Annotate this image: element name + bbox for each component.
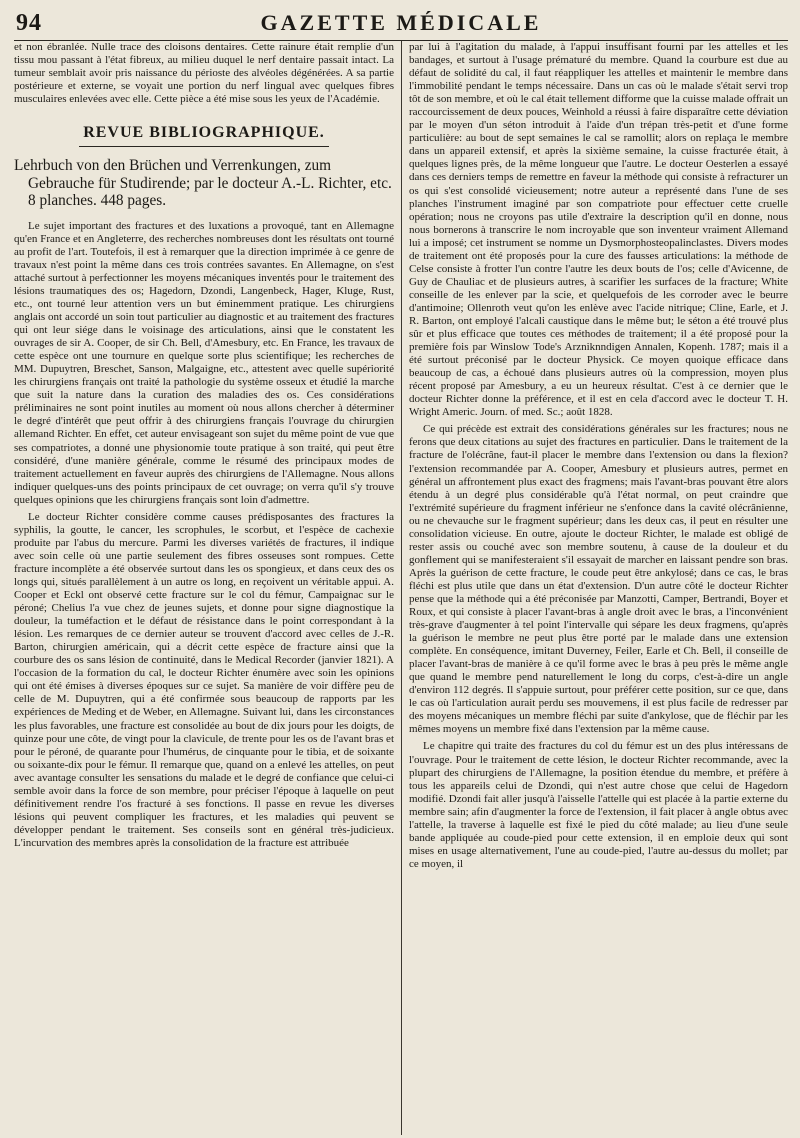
paragraph: Le chapitre qui traite des fractures du col du fémur est un des plus intéressans de l'ouvrage. Pour le traitement de cette lésion, le docteur Richter recommande, avec la plupart des chirurgiens de l'Allemagne, la position étendue du membre, et préfère à tous les appareils celui de Dzondi, qui n'est autre chose que celui de Hagedorn modifié. Dzondi fait aller jusqu'à l'aisselle l'attelle qui est placée à la partie externe du membre sain; afin d'augmenter la force de l'extension, il fait placer à angle obtus avec l'attelle, la traverse à laquelle est fixé le pied du côté malade; au lieu d'une seule bande appliquée au coude-pied pour cette extension, il en emploie deux qui sont mises en usage alternativement, l'une au coude-pied, l'autre au-dessus du mollet; par ce moyen, il: [409, 740, 788, 870]
right-column: [401, 41, 788, 1135]
paragraph: Le docteur Richter considère comme causes prédisposantes des fractures la syphilis, la goutte, le cancer, les scrophules, le scorbut, et l'espèce de cachexie produite par l'abus du mercure. Parmi les diverses variétés de fractures, il indique avec soin celle où une partie seulement des fibres osseuses sont rompues. Cette fracture incomplète a été observée surtout dans les os spongieux, et dans ceux des os longs qui, situés parallèlement à un autre os long, en reçoivent un véritable appui. A. Cooper et Eckl ont observé cette fracture sur le col du fémur, Campaignac sur le péroné; Chelius l'a vue chez de jeunes sujets, et donne pour signe diagnostique la douleur, la tuméfaction et le défaut de résistance dans le point correspondant à la lésion. Les remarques de ce dernier auteur se trouvent d'accord avec celles de J.-R. Barton, chirurgien américain, qui a décrit cette espèce de fracture ainsi que la courbure des os sans lésion de continuité, dans le Medical Recorder (janvier 1821). A l'occasion de la formation du cal, le docteur Richter énumère avec soin les opinions qui ont été émises à diverses époques sur ce sujet. Sa manière de voir diffère peu de celle de M. Dupuytren, qui a été confirmée sous beaucoup de rapports par les expériences de Meding et de Weber, en Allemagne. Suivant lui, dans les circonstances les plus favorables, une fracture est consolidée au bout de dix jours pour les doigts, de quinze pour une côte, de vingt pour la clavicule, de trente pour les os de l'avant bras et pour le péroné, de quarante pour l'humérus, de cinquante pour le tibia, et de soixante ou soixante-dix pour le fémur. Il remarque que, quand on a enlevé les attelles, on peut avec avantage consulter les sensations du malade et le degré de confiance que celui-ci semble avoir dans la force de son membre, pour préciser l'époque à laquelle on peut définitivement rendre l'os fracturé à ses fonctions. Il passe en revue les diverses lésions qui peuvent compliquer les fractures, et les maladies qui peuvent se développer pendant le traitement. Ses conseils sont en général très-judicieux. L'incurvation des membres après la consolidation de la fracture est attribuée: [14, 510, 394, 849]
intro-paragraph: et non ébranlée. Nulle trace des cloisons dentaires. Cette rainure était remplie d'un tissu mou passant à l'état fibreux, au milieu duquel le nerf dentaire passait intact. La tumeur semblait avoir pris naissance du périoste des alvéoles dégénérées. A sa partie postérieure et externe, se voyait une portion du nerf lingual avec quelques fibres musculaires enlevées avec elle. Cette pièce a été mise sous les yeux de l'Académie.: [14, 41, 394, 106]
paragraph: Le sujet important des fractures et des luxations a provoqué, tant en Allemagne qu'en France et en Angleterre, des recherches nombreuses dont les résultats ont tourné au profit de l'art. Toutefois, il est à remarquer que la direction imprimée à ce genre de travaux n'est point la même dans ces trois contrées savantes. En Allemagne, on s'est attaché surtout à perfectionner les moyens mécaniques inventés pour le traitement des lésions traumatiques des os; Hagedorn, Dzondi, Langenbeck, Hager, Kluge, Rust, etc., ont tourné leur attention vers un but éminemment pratique. Les chirurgiens anglais ont accordé un soin tout particulier au diagnostic et au traitement des fractures qui ont leur siége dans le voisinage des articulations, ainsi que le constatent les ouvrages de sir A. Cooper, de sir Ch. Bell, d'Amesbury, etc. En France, les travaux de cette espèce ont une tournure en quelque sorte plus scientifique; les recherches de MM. Dupuytren, Breschet, Sanson, Malgaigne, etc., attestent avec quelle supériorité les chirurgiens français ont traité la pathologie du système osseux et étudié la marche que suit la nature dans la curation des maladies des os. Ces considérations préliminaires ne sont point inutiles au moment où nous allons chercher à déterminer le degré d'intérêt que peut offrir à des chirurgiens français l'ouvrage du chirurgien allemand Richter. En effet, cet auteur envisageant son sujet du même point de vue que ses compatriotes, a donné une physionomie toute pratique à son traité, qui peut être considéré, d'une manière générale, comme le résumé des principaux modes de traitement actuellement en faveur auprès des chirurgiens de l'Allemagne. Nous allons indiquer quelques-uns des points principaux de cet ouvrage; on verra qu'il s'y trouve quelques opinions que les chirurgiens français sont loin d'admettre.: [14, 219, 394, 506]
text-columns: [14, 41, 788, 1135]
book-title-text: Lehrbuch von den Brüchen und Verrenkungen, zum Gebrauche für Studirende; par le docteur A.-L. Richter, etc. 8 planches. 448 pages.: [14, 157, 392, 210]
paragraph: Ce qui précède est extrait des considérations générales sur les fractures; nous ne ferons que deux citations au sujet des fractures en particulier. Dans le traitement de la fracture de l'olécrâne, faut-il placer le membre dans l'extension ou dans la flexion? l'extension recommandée par A. Cooper, Amesbury et plusieurs autres, permet en général un affrontement plus exact des fragmens; mais l'avant-bras pouvant être alors étendu à un degré plus considérable qu'à l'état normal, on peut craindre que l'extrémité supérieure du fragment inférieur ne s'enfonce dans la cavité olécrânienne, ou ne chevauche sur le fragment supérieur; dans les deux cas, il peut en résulter une consolidation vicieuse. En outre, ajoute le docteur Richter, le malade est obligé de rester assis ou couché avec son membre soutenu, à cause de la douleur et du gonflement qui se manifesteraient s'il essayait de marcher en laissant pendre son bras. Après la guérison de cette fracture, le coude peut être ankylosé; dans ce cas, le bras fléchi est plus utile que dans un état d'extension. D'un autre côté le docteur Richter pense que la méthode qui a été préconisée par Manzotti, Camper, Bertrandi, Boyer et Roux, et qui consiste à placer l'avant-bras à angle droit avec le bras, a l'inconvénient très-grave d'augmenter à tel point l'intervalle qui sépare les deux fragmens, qu'après la guérison le membre ne peut plus être porté par le malade dans une extension complète. En conséquence, imitant Duverney, Feiler, Earle et Ch. Bell, il conseille de placer l'avant-bras de manière à ce qu'il forme avec le bras à peu près le même angle que quand le membre pend naturellement le long du corps, c'est-à-dire un angle d'environ 112 degrés. Il s'appuie surtout, pour préférer cette position, sur ce que, dans le cas où l'articulation aurait perdu ses mouvemens, il est plus facile de redresser par des moyens mécaniques un membre fléchi par suite d'ankylose, que de fléchir par les mêmes moyens un membre fixé dans l'extension par la même cause.: [409, 423, 788, 736]
book-title: [14, 157, 394, 210]
section-rule: [79, 146, 329, 147]
section-title: REVUE BIBLIOGRAPHIQUE.: [83, 124, 325, 142]
running-head: [14, 6, 788, 41]
paragraph: par lui à l'agitation du malade, à l'appui insuffisant fourni par les attelles et les bandages, et surtout à l'usage prématuré du membre. Quand la courbure est due au défaut de solidité du cal, il faut réappliquer les attelles et maintenir le membre dans l'immobilité pendant le temps nécessaire. Dans un cas où le malade s'était servi trop tôt de son membre, et où le cal était tellement difforme que la cuisse malade offrait un raccourcissement de deux pouces, Weinhold a réussi à faire disparaître cette déviation par le moyen d'un séton introduit à l'aide d'un trépan très-petit et d'une forme particulière: au bout de sept semaines le cal se ramollit; alors on replaça le membre dans un appareil extensif, et après la sixième semaine, la cuisse fracturée était, à quelques lignes près, de la même longueur que l'autre. Le docteur Oesterlen a essayé dans ces derniers temps de remettre en faveur la méthode qui consiste à refracturer un os qui s'est consolidé vicieusement; notre auteur a représenté dans l'une de ses planches l'instrument imaginé par son compatriote pour effectuer cette cruelle opération; nous ne croyons pas utile d'extraire la description qu'il en donne, nous nous bornerons à transcrire le nom incroyable que son inventeur vraiment Allemand lui a imposé; cet instrument se nomme un Dysmorphosteopalinclastes. Divers modes de traitement ont été proposés pour la cure des fausses articulations: la méthode de Celse consiste à frotter l'un contre l'autre les deux bouts de l'os; celle d'Avicenne, de Guy de Chauliac et de plusieurs autres, à scarifier les surfaces de la fracture; White conseille de les enlever par la scie, et quelquefois de les corroder avec le beurre d'antimoine; Ollenroth veut qu'on les enlève avec l'acide nitrique; Cline, Earle, et J. R. Barton, ont employé l'alcali caustique dans le même but; le séton a été trouvé plus sûr et plus efficace que toutes ces méthodes de traitement; il a été proposé pour la première fois par Winslow Tode's Arzniknndigen Annalen, Kopenh. 1787; mais il a été surtout préconisé par le docteur Physick. Ce moyen quoique efficace dans beaucoup de cas, a échoué dans plusieurs autres où la compression, moyen plus récent proposé par Amesbury, a eu un heureux résultat. C'est à ce dernier que le docteur Richter donne la préférence, et il est en cela d'accord avec le docteur T. H. Wright Americ. Journ. of med. Sc.; août 1828.: [409, 41, 788, 419]
page-number: 94: [16, 10, 42, 36]
journal-title: GAZETTE MÉDICALE: [260, 10, 542, 35]
left-column: [14, 41, 401, 1135]
